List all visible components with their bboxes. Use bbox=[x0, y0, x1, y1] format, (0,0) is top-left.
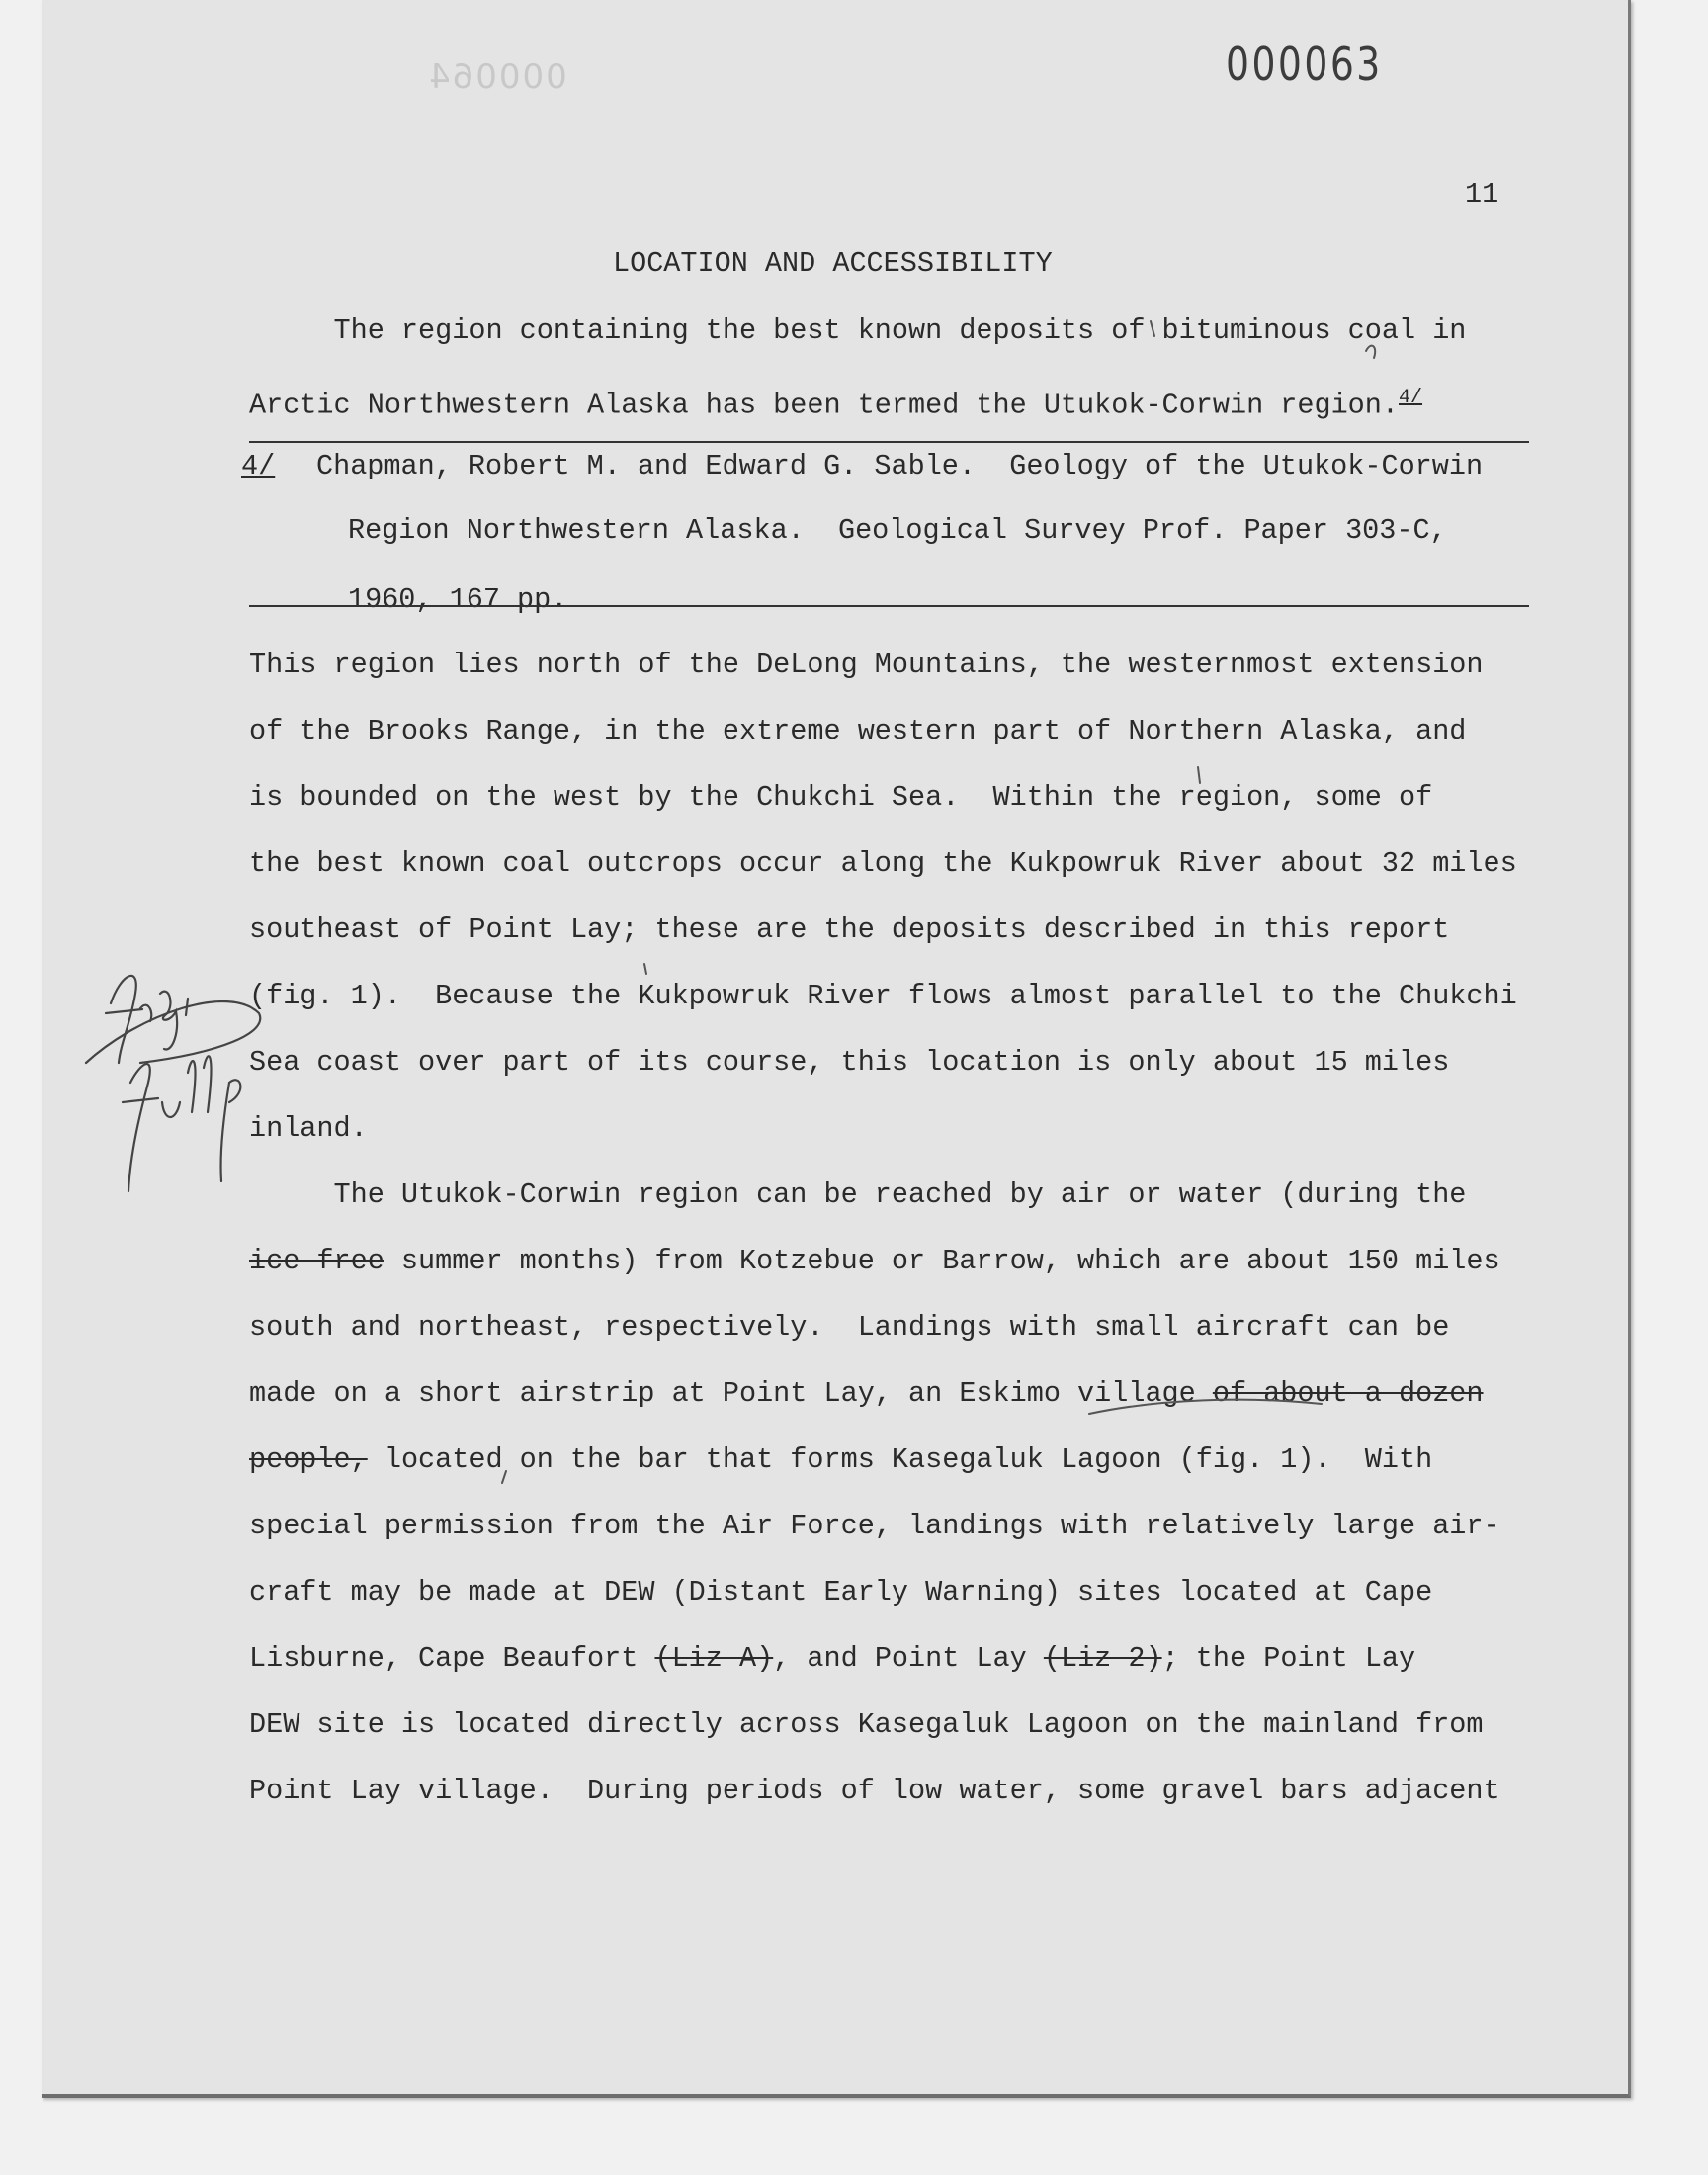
para1-line-5: southeast of Point Lay; these are the deposits described in this report bbox=[249, 914, 1450, 946]
footnote-line-2: Region Northwestern Alaska. Geological Survey Prof. Paper 303-C, bbox=[348, 514, 1447, 547]
para2-line-6: special permission from the Air Force, landings with relatively large air- bbox=[249, 1510, 1500, 1542]
footnote-line-3: 1960, 167 pp. bbox=[348, 583, 568, 616]
para1-line-2: of the Brooks Range, in the extreme western part of Northern Alaska, and bbox=[249, 715, 1467, 747]
para2-line-5 bbox=[249, 1443, 1432, 1477]
document-page bbox=[42, 0, 1631, 2098]
document-stamp-number: 000063 bbox=[1226, 38, 1383, 91]
para2-line-4 bbox=[249, 1377, 1484, 1411]
para1-line-6: (fig. 1). Because the Kukpowruk River flows almost parallel to the Chukchi bbox=[249, 980, 1517, 1012]
show-through-stamp: 000064 bbox=[427, 57, 567, 97]
struck-text-liz-a: (Liz A) bbox=[654, 1642, 774, 1675]
para1-line-7: Sea coast over part of its course, this location is only about 15 miles bbox=[249, 1046, 1450, 1079]
para2-line-9: DEW site is located directly across Kasegaluk Lagoon on the mainland from bbox=[249, 1708, 1484, 1741]
para2-line-8 bbox=[249, 1642, 1415, 1676]
para2-line-2-text: summer months) from Kotzebue or Barrow, which are about 150 miles bbox=[384, 1245, 1500, 1277]
footnote-bottom-rule bbox=[249, 605, 1529, 607]
footnote-reference: 4/ bbox=[1399, 387, 1423, 409]
para2-line-8-text-c: ; the Point Lay bbox=[1161, 1642, 1416, 1675]
para2-line-10: Point Lay village. During periods of low water, some gravel bars adjacent bbox=[249, 1775, 1500, 1807]
para2-line-8-text-b: , and Point Lay bbox=[773, 1642, 1044, 1675]
para2-line-1: The Utukok-Corwin region can be reached by air or water (during the bbox=[249, 1178, 1467, 1211]
para1-line-8: inland. bbox=[249, 1112, 368, 1145]
intro-line-2 bbox=[249, 382, 1422, 423]
handwritten-margin-note bbox=[81, 954, 279, 1211]
intro-line-1: The region containing the best known deposits of bituminous coal in bbox=[249, 314, 1467, 347]
para1-line-1: This region lies north of the DeLong Mountains, the westernmost extension bbox=[249, 649, 1484, 681]
footnote-top-rule bbox=[249, 441, 1529, 443]
para2-line-4-text: made on a short airstrip at Point Lay, an Eskimo village bbox=[249, 1377, 1213, 1410]
para1-line-3: is bounded on the west by the Chukchi Sea. Within the region, some of bbox=[249, 781, 1433, 814]
struck-text-ice-free: ice-free bbox=[249, 1245, 384, 1277]
para2-line-3: south and northeast, respectively. Landings with small aircraft can be bbox=[249, 1311, 1450, 1344]
footnote-line-1: Chapman, Robert M. and Edward G. Sable. Geology of the Utukok-Corwin bbox=[316, 450, 1484, 482]
para2-line-2 bbox=[249, 1245, 1500, 1278]
struck-text-dozen: of about a dozen bbox=[1212, 1377, 1484, 1410]
para2-line-8-text-a: Lisburne, Cape Beaufort bbox=[249, 1642, 655, 1675]
para1-line-4: the best known coal outcrops occur along the Kukpowruk River about 32 miles bbox=[249, 847, 1517, 880]
footnote-marker: 4/ bbox=[241, 450, 276, 482]
struck-text-liz-2: (Liz 2) bbox=[1043, 1642, 1162, 1675]
intro-line-2-text: Arctic Northwestern Alaska has been termed the Utukok-Corwin region. bbox=[249, 389, 1399, 422]
para2-line-7: craft may be made at DEW (Distant Early Warning) sites located at Cape bbox=[249, 1576, 1433, 1609]
section-heading: LOCATION AND ACCESSIBILITY bbox=[613, 247, 1053, 280]
struck-text-people: people, bbox=[249, 1443, 368, 1476]
para2-line-5-text: located on the bar that forms Kasegaluk Lagoon (fig. 1). With bbox=[367, 1443, 1433, 1476]
page-number: 11 bbox=[1465, 178, 1499, 211]
